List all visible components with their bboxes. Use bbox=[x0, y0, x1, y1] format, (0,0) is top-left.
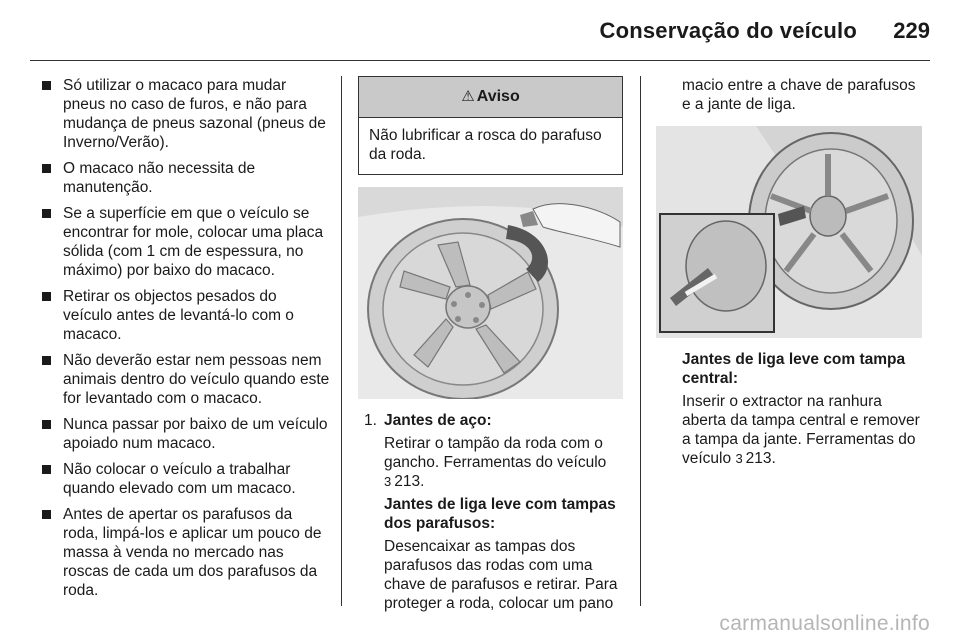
bullet-item bbox=[40, 505, 330, 600]
watermark-text: carmanualsonline.info bbox=[719, 612, 930, 635]
bullet-square-icon bbox=[42, 465, 51, 474]
section-reference: 213. bbox=[745, 450, 776, 467]
column-divider-2 bbox=[640, 76, 641, 606]
bullet-square-icon bbox=[42, 510, 51, 519]
bullet-item bbox=[40, 460, 330, 498]
instruction-step-1 bbox=[358, 411, 623, 613]
page-reference-icon: 3 bbox=[735, 451, 743, 466]
step-number: 1. bbox=[364, 412, 377, 429]
center-cap-removal-illustration bbox=[656, 126, 922, 338]
warning-text: Não lubrificar a rosca do parafuso da roda. bbox=[369, 127, 602, 163]
bullet-text: Não colocar o veículo a trabalhar quando elevado com um macaco. bbox=[63, 461, 296, 497]
column-3 bbox=[656, 76, 922, 472]
bullet-square-icon bbox=[42, 356, 51, 365]
bullet-item bbox=[40, 415, 330, 453]
bullet-text: Se a superfície em que o veículo se encontrar for mole, colocar uma placa sólida (com 1 cm de espessura, no máximo) por baixo do macaco. bbox=[63, 205, 324, 279]
section-text-body: Inserir o extractor na ranhura aberta da tampa central e remover a tampa da jante. Ferramentas do veículo bbox=[682, 393, 920, 467]
warning-box bbox=[358, 76, 623, 175]
column-1 bbox=[40, 76, 330, 607]
page-reference-icon: 3 bbox=[384, 474, 392, 489]
warning-title: Aviso bbox=[476, 88, 520, 105]
bullet-square-icon bbox=[42, 164, 51, 173]
column-divider-1 bbox=[341, 76, 342, 606]
section-heading: Jantes de liga leve com tampa central: bbox=[682, 351, 906, 387]
bullet-text: Só utilizar o macaco para mudar pneus no caso de furos, e não para mudança de pneus sazonal (pneus de Inverno/Verão). bbox=[63, 77, 326, 151]
step-heading: Jantes de aço: bbox=[384, 412, 492, 429]
step-text bbox=[384, 434, 623, 491]
bullet-item bbox=[40, 159, 330, 197]
step-text-body: Retirar o tampão da roda com o gancho. Ferramentas do veículo bbox=[384, 435, 607, 471]
bullet-text: O macaco não necessita de manutenção. bbox=[63, 160, 256, 196]
safety-bullet-list bbox=[40, 76, 330, 600]
center-cap-section bbox=[656, 350, 922, 468]
header-divider bbox=[30, 60, 930, 61]
bullet-item bbox=[40, 204, 330, 280]
bullet-square-icon bbox=[42, 292, 51, 301]
page-number: 229 bbox=[893, 18, 930, 43]
sub-heading: Jantes de liga leve com tampas dos parafusos: bbox=[384, 496, 616, 532]
bullet-square-icon bbox=[42, 420, 51, 429]
step-reference: 213. bbox=[394, 473, 425, 490]
bullet-text: Retirar os objectos pesados do veículo antes de levantá-lo com o macaco. bbox=[63, 288, 294, 343]
bullet-item bbox=[40, 287, 330, 344]
column-2 bbox=[358, 76, 623, 617]
continued-text: macio entre a chave de parafusos e a jante de liga. bbox=[682, 77, 916, 113]
bullet-text: Nunca passar por baixo de um veículo apoiado num macaco. bbox=[63, 416, 328, 452]
bullet-square-icon bbox=[42, 209, 51, 218]
warning-triangle-icon: ⚠ bbox=[461, 88, 475, 105]
bullet-text: Não deverão estar nem pessoas nem animais dentro do veículo quando este for levantado com o macaco. bbox=[63, 352, 330, 407]
page-header-title: Conservação do veículo bbox=[599, 18, 857, 43]
bullet-text: Antes de apertar os parafusos da roda, limpá-los e aplicar um pouco de massa à venda no mercado nas roscas de cada um dos parafusos da roda. bbox=[63, 506, 322, 599]
section-text bbox=[682, 392, 922, 468]
bullet-square-icon bbox=[42, 81, 51, 90]
warning-header bbox=[359, 77, 622, 118]
bullet-item bbox=[40, 351, 330, 408]
sub-text: Desencaixar as tampas dos parafusos das rodas com uma chave de parafusos e retirar. Para proteger a roda, colocar um pano bbox=[384, 538, 618, 612]
hubcap-removal-illustration bbox=[358, 187, 623, 399]
bullet-item bbox=[40, 76, 330, 152]
